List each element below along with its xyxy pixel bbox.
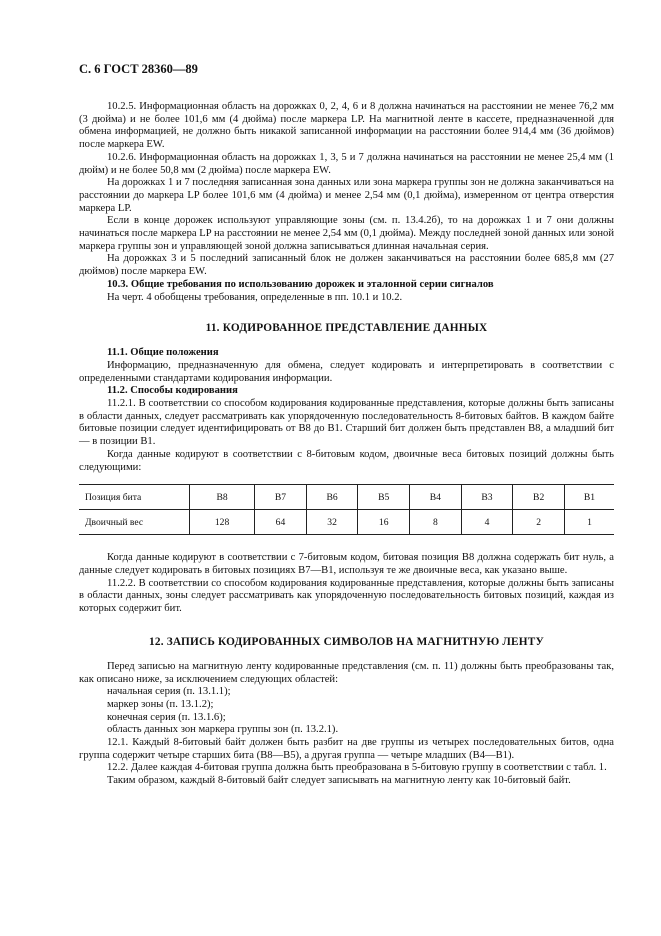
list-item: область данных зон маркера группы зон (п. 13.2.1). <box>107 724 339 736</box>
section-10-3-title: 10.3. Общие требования по использованию дорожек и эталонной серии сигналов <box>107 278 494 290</box>
table-cell: B3 <box>461 485 513 510</box>
table-cell: 64 <box>255 510 307 535</box>
section-12-2-text2: Таким образом, каждый 8-битовый байт следует записывать на магнитную ленту как 10-битовый байт. <box>107 775 571 787</box>
section-10-3-text: На черт. 4 обобщены требования, определенные в пп. 10.1 и 10.2. <box>107 291 403 303</box>
table-cell: B1 <box>564 485 614 510</box>
table-cell: 16 <box>358 510 410 535</box>
bit-weights-table <box>79 484 614 535</box>
table-cell: 128 <box>190 510 255 535</box>
document-page <box>79 62 614 788</box>
section-11-2-1-text2: Когда данные кодируют в соответствии с 8-битовым кодом, двоичные веса битовых позиций должны быть следующими: <box>79 448 614 473</box>
table-cell: 1 <box>564 510 614 535</box>
section-11-1-text: Информацию, предназначенную для обмена, следует кодировать и интерпретировать в соответствии с определенными стандартами кодирования информации. <box>79 359 614 384</box>
section-12-intro: Перед записью на магнитную ленту кодированные представления (см. п. 11) должны быть преобразованы так, как описано ниже, за исключением следующих областей: <box>79 660 614 685</box>
paragraph-10-2-5: 10.2.5. Информационная область на дорожках 0, 2, 4, 6 и 8 должна начинаться на расстоянии не менее 76,2 мм (3 дюйма) и не более 101,6 мм (4 дюйма) после маркера LP. На магнитной ленте в кассете, предназначенной для обмена информацией, не должно быть никакой записанной информации на расстоянии более 914,4 мм (36 дюймов) после маркера EW. <box>79 101 614 151</box>
paragraph-control-zones: Если в конце дорожек используют управляющие зоны (см. п. 13.4.2б), то на дорожках 1 и 7 они должны начинаться после маркера LP на расстоянии не менее 2,54 мм (0,1 дюйма). Между последней зоной данных или зоной маркера группы зон и управляющей зоной должна записываться длинная начальная серия. <box>79 215 614 252</box>
page-header: С. 6 ГОСТ 28360—89 <box>79 62 198 76</box>
paragraph-tracks-3-5: На дорожках 3 и 5 последний записанный блок не должен заканчиваться на расстоянии более 685,8 мм (27 дюймов) после маркера EW. <box>79 253 614 278</box>
section-11-heading: 11. КОДИРОВАННОЕ ПРЕДСТАВЛЕНИЕ ДАННЫХ <box>205 322 488 335</box>
section-12-1-text: 12.1. Каждый 8-битовый байт должен быть разбит на две группы из четырех последовательных битов, одна группа содержит четыре старших бита (B8—B5), а другая группа — четыре младших (B4—B1). <box>79 737 614 761</box>
section-12-2-text: 12.2. Далее каждая 4-битовая группа должна быть преобразована в 5-битовую группу в соответствии с табл. 1. <box>107 762 607 774</box>
table-cell: 2 <box>513 510 565 535</box>
section-11-2-1-text3: Когда данные кодируют в соответствии с 7-битовым кодом, битовая позиция B8 должна содержать бит нуль, а данные следует кодировать в битовых позициях B7—B1, используя те же двоичные веса, как указано выше. <box>79 552 614 576</box>
table-cell: B7 <box>255 485 307 510</box>
row-label-bit-position: Позиция бита <box>79 485 190 510</box>
table-cell: 8 <box>410 510 462 535</box>
section-11-2-title: 11.2. Способы кодирования <box>107 385 238 397</box>
section-11-2-1-text: 11.2.1. В соответствии со способом кодирования кодированные представления, которые должны быть записаны в области данных, следует рассматривать как упорядоченную последовательность 8-битовых байтов. В каждом байте битовые позиции следует идентифицировать от B8 до B1. Старший бит должен быть представлен B8, а младший бит — в позиции B1. <box>79 398 614 448</box>
table-row <box>79 510 614 535</box>
list-item: конечная серия (п. 13.1.6); <box>107 711 226 723</box>
paragraph-tracks-1-7: На дорожках 1 и 7 последняя записанная зона данных или зона маркера группы зон не должна заканчиваться на расстоянии до маркера LP более 101,6 мм (4 дюйма) и менее 2,54 мм (0,1 дюйма), измеренном от центра отверстия маркера LP. <box>79 177 614 214</box>
paragraph-10-2-6: 10.2.6. Информационная область на дорожках 1, 3, 5 и 7 должна начинаться на расстоянии не менее 25,4 мм (1 дюйм) и не более 50,8 мм (2 дюйма) после маркера EW. <box>79 151 614 176</box>
section-11-1-title: 11.1. Общие положения <box>107 347 219 359</box>
table-cell: 32 <box>306 510 358 535</box>
table-cell: 4 <box>461 510 513 535</box>
row-label-binary-weight: Двоичный вес <box>79 510 190 535</box>
table-cell: B5 <box>358 485 410 510</box>
list-item: начальная серия (п. 13.1.1); <box>107 686 231 698</box>
table-cell: B2 <box>513 485 565 510</box>
table-cell: B4 <box>410 485 462 510</box>
table-cell: B8 <box>190 485 255 510</box>
table-row <box>79 485 614 510</box>
section-11-2-2-text: 11.2.2. В соответствии со способом кодирования кодированные представления, которые должны быть записаны в области данных, зоны следует рассматривать как упорядоченную последовательность битовых позиций, каждая из которых содержит бит. <box>79 577 614 615</box>
list-item: маркер зоны (п. 13.1.2); <box>107 698 214 710</box>
table-cell: B6 <box>306 485 358 510</box>
section-12-heading: 12. ЗАПИСЬ КОДИРОВАННЫХ СИМВОЛОВ НА МАГНИТНУЮ ЛЕНТУ <box>149 635 544 648</box>
